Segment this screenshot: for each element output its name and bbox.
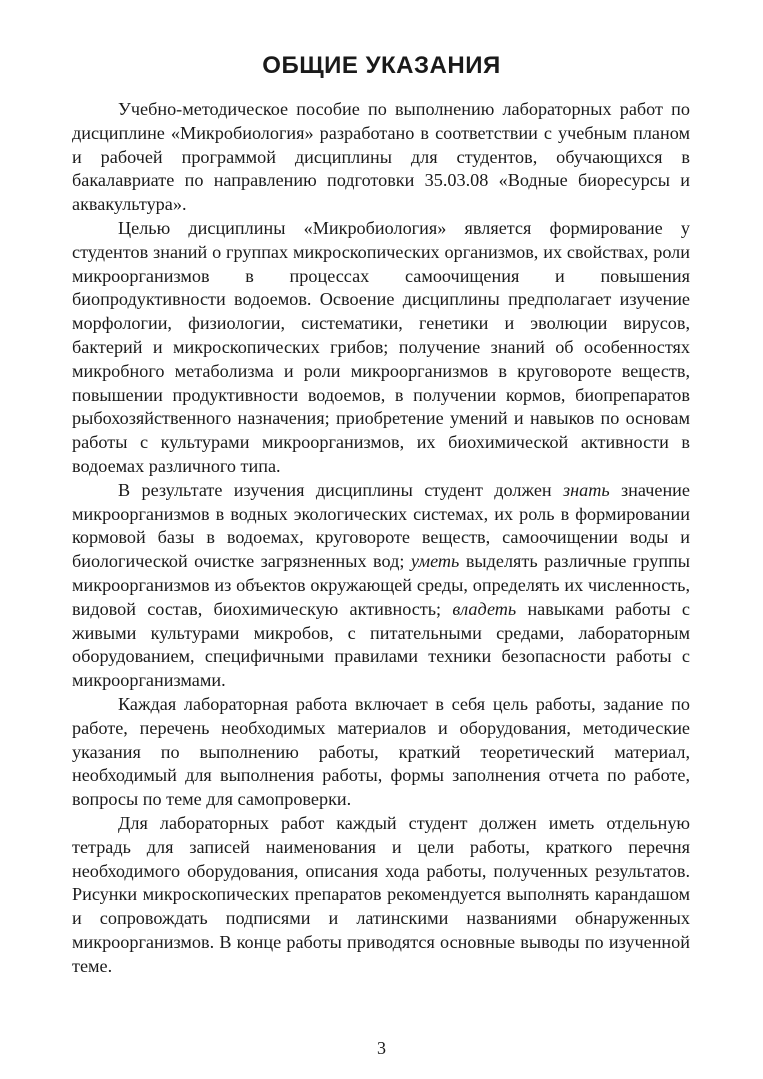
paragraph-intro: Учебно-методическое пособие по выполнению лабораторных работ по дисциплине «Микробиология» разработано в соответствии с учебным планом и рабочей программой дисциплины для студентов, обучающихся в бакалавриате по направлению подготовки 35.03.08 «Водные биоресурсы и аквакультура». (72, 99, 690, 215)
paragraph-outcomes (72, 479, 690, 693)
outcomes-text-4: навыками работы с живыми культурами микробов, с питательными средами, лабораторным оборудованием, специфичными правилами техники безопасности работы с микроорганизмами. (72, 598, 690, 691)
know-term: знать (562, 479, 610, 500)
page-number: 3 (377, 1038, 386, 1058)
paragraph-lab-structure: Каждая лабораторная работа включает в себя цель работы, задание по работе, перечень необходимых материалов и оборудования, методические указания по выполнению работы, краткий теоретический материал, необходимый для выполнения работы, формы заполнения отчета по работе, вопросы по теме для самопроверки. (72, 693, 690, 810)
page-title: ОБЩИЕ УКАЗАНИЯ (262, 52, 501, 79)
outcomes-text-1: В результате изучения дисциплины студент должен (118, 479, 563, 500)
paragraph-notebook: Для лабораторных работ каждый студент должен иметь отдельную тетрадь для записей наименования и цели работы, краткого перечня необходимого оборудования, описания хода работы, полученных результатов. Рисунки микроскопических препаратов рекомендуется выполнять карандашом и сопровождать подписями и латинскими названиями обнаруженных микроорганизмов. В конце работы приводятся основные выводы по изученной теме. (72, 812, 690, 976)
master-term: владеть (452, 598, 517, 619)
outcomes-text-3: выделять различные группы микроорганизмов из объектов окружающей среды, определять их численность, видовой состав, биохимическую активность; (72, 551, 691, 619)
outcomes-text-2: значение микроорганизмов в водных экологических системах, их роль в формировании кормовой базы в водоемах, круговороте веществ, самоочищении воды и биологической очистке загрязненных вод; (72, 479, 690, 572)
paragraph-goal: Целью дисциплины «Микробиология» является формирование у студентов знаний о группах микроскопических организмов, их свойствах, роли микроорганизмов в процессах самоочищения и повышения биопродуктивности водоемов. Освоение дисциплины предполагает изучение морфологии, физиологии, систематики, генетики и эволюции вирусов, бактерий и микроскопических грибов; получение знаний об особенностях микробного метаболизма и роли микроорганизмов в круговороте веществ, повышении продуктивности водоемов, в получении кормов, биопрепаратов рыбохозяйственного назначения; приобретение умений и навыков по основам работы с культурами микроорганизмов, их биохимической активности в водоемах различного типа. (72, 217, 690, 476)
body-text (72, 98, 690, 978)
be-able-term: уметь (410, 551, 460, 572)
